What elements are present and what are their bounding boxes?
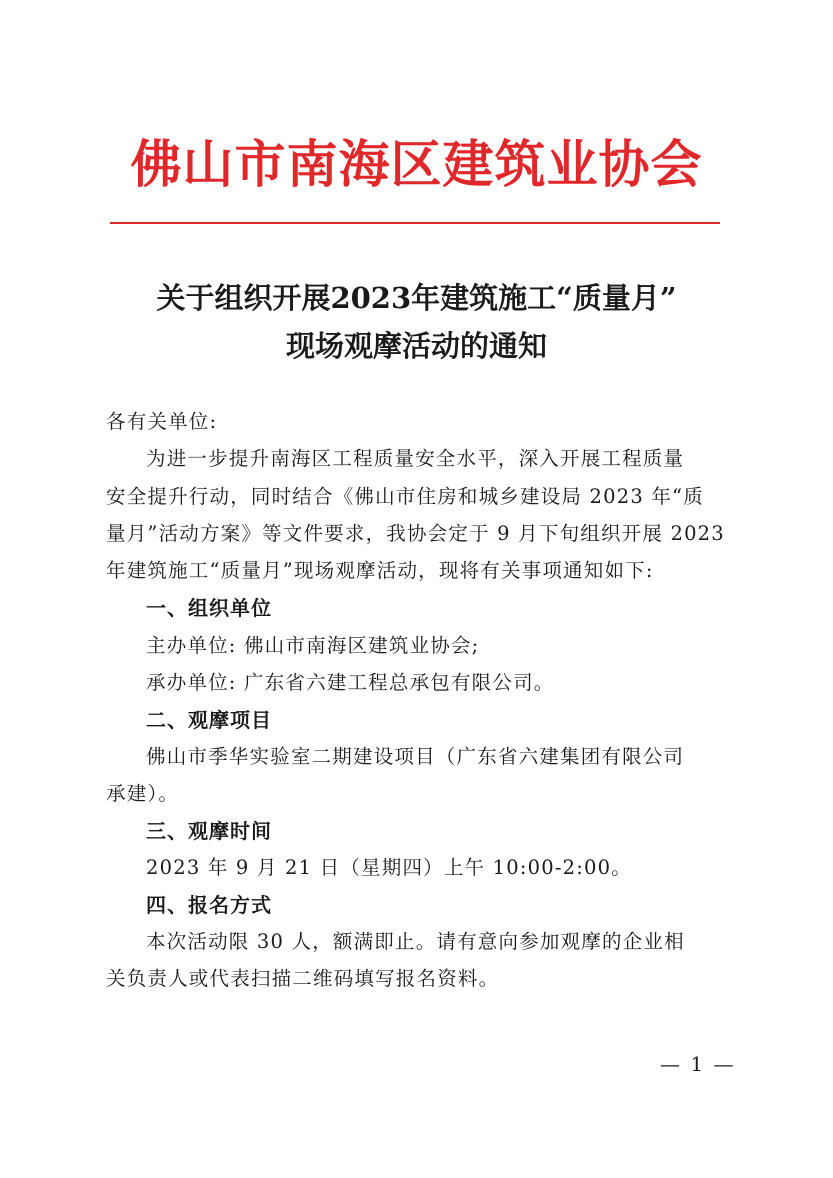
section-line: 承办单位: 广东省六建工程总承包有限公司。	[146, 671, 555, 694]
section-line: 主办单位: 佛山市南海区建筑业协会;	[146, 634, 480, 657]
notice-title-line-2: 现场观摩活动的通知	[285, 329, 547, 363]
section-line: 本次活动限 30 人，额满即止。请有意向参加观摩的企业相	[146, 930, 685, 953]
salutation: 各有关单位:	[106, 410, 218, 433]
section-heading-project: 二、观摩项目	[146, 708, 272, 732]
intro-line: 年建筑施工“质量月”现场观摩活动，现将有关事项通知如下:	[106, 559, 654, 582]
section-heading-time: 三、观摩时间	[146, 819, 272, 843]
section-heading-registration: 四、报名方式	[146, 893, 272, 917]
intro-line: 为进一步提升南海区工程质量安全水平，深入开展工程质量	[146, 447, 685, 470]
section-line: 佛山市季华实验室二期建设项目（广东省六建集团有限公司	[146, 745, 685, 768]
intro-line: 安全提升行动，同时结合《佛山市住房和城乡建设局 2023 年“质	[106, 485, 704, 508]
notice-title-line-1: 关于组织开展2023年建筑施工“质量月”	[156, 281, 677, 315]
organization-header: 佛山市南海区建筑业协会	[130, 135, 703, 195]
header-divider	[110, 222, 720, 224]
section-heading-organizers: 一、组织单位	[146, 596, 272, 620]
notice-title	[60, 274, 773, 370]
page-number: — 1 —	[660, 1052, 736, 1076]
section-line: 关负责人或代表扫描二维码填写报名资料。	[106, 967, 500, 990]
section-line: 2023 年 9 月 21 日（星期四）上午 10:00-2:00。	[146, 856, 632, 879]
section-line: 承建）。	[106, 782, 180, 805]
intro-line: 量月”活动方案》等文件要求，我协会定于 9 月下旬组织开展 2023	[106, 522, 725, 545]
